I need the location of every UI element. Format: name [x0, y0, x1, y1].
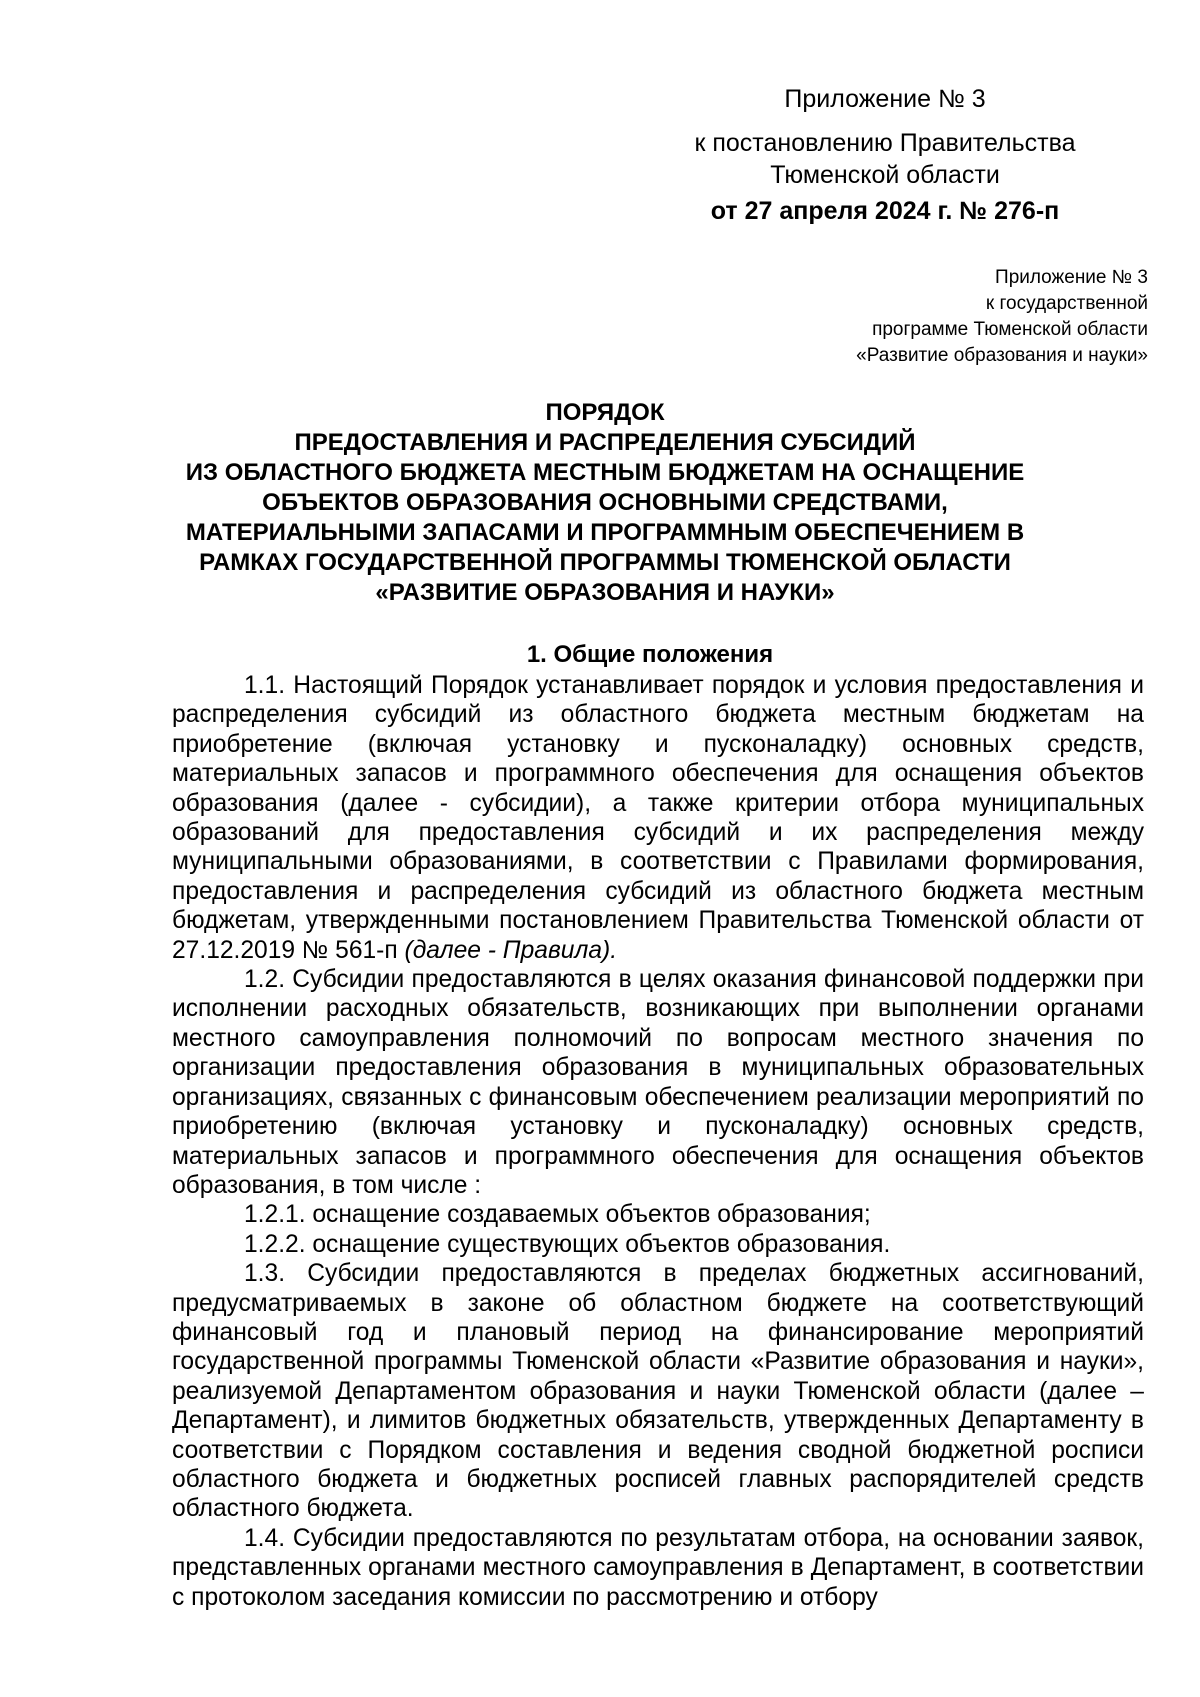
section-body	[172, 671, 1144, 1612]
header-to-decree: к постановлению Правительства	[694, 129, 1076, 157]
appendix-program-line: к государственной	[985, 293, 1148, 314]
paragraph-1-2-2: 1.2.2. оснащение существующих объектов образования.	[244, 1230, 891, 1258]
title-line: МАТЕРИАЛЬНЫМИ ЗАПАСАМИ И ПРОГРАММНЫМ ОБЕСПЕЧЕНИЕМ В	[185, 519, 1025, 546]
title-line: РАМКАХ ГОСУДАРСТВЕННОЙ ПРОГРАММЫ ТЮМЕНСКОЙ ОБЛАСТИ	[199, 549, 1011, 576]
title-line: ОБЪЕКТОВ ОБРАЗОВАНИЯ ОСНОВНЫМИ СРЕДСТВАМИ,	[262, 489, 948, 516]
header-appendix: Приложение № 3	[784, 85, 986, 113]
title-line: ИЗ ОБЛАСТНОГО БЮДЖЕТА МЕСТНЫМ БЮДЖЕТАМ НА ОСНАЩЕНИЕ	[185, 459, 1025, 486]
section-heading: 1. Общие положения	[526, 641, 774, 668]
appendix-program-line: программе Тюменской области	[872, 319, 1148, 340]
paragraph-1-2: 1.2. Субсидии предоставляются в целях оказания финансовой поддержки при исполнении расходных обязательств, возникающих при выполнении органами местного самоуправления полномочий по вопросам местного значения по организации предоставления образования в муниципальных образовательных организациях, связанных с финансовым обеспечением реализации мероприятий по приобретению (включая установку и пусконаладку) основных средств, материальных запасов и программного обеспечения для оснащения объектов образования, в том числе :	[172, 966, 1144, 1199]
document-title	[140, 398, 1070, 608]
paragraph-1-1-text: 1.1. Настоящий Порядок устанавливает порядок и условия предоставления и распределения субсидий из областного бюджета местным бюджетам на приобретение (включая установку и пусконаладку) основных средств, материальных запасов и программного обеспечения для оснащения объектов образования (далее - субсидии), а также критерии отбора муниципальных образований для предоставления субсидий и их распределения между муниципальными образованиями, в соответствии с Правилами формирования, предоставления и распределения субсидий из областного бюджета местным бюджетам, утвержденными постановлением Правительства Тюменской области от 27.12.2019 № 561-п	[172, 672, 1144, 964]
paragraph-1-3: 1.3. Субсидии предоставляются в пределах бюджетных ассигнований, предусматриваемых в законе об областном бюджете на соответствующий финансовый год и плановый период на финансирование мероприятий государственной программы Тюменской области «Развитие образования и науки», реализуемой Департаментом образования и науки Тюменской области (далее – Департамент), и лимитов бюджетных обязательств, утвержденных Департаменту в соответствии с Порядком составления и ведения сводной бюджетной росписи областного бюджета и бюджетных росписей главных распорядителей средств областного бюджета.	[172, 1260, 1144, 1523]
title-line: «РАЗВИТИЕ ОБРАЗОВАНИЯ И НАУКИ»	[375, 579, 835, 606]
appendix-program-line: Приложение № 3	[995, 267, 1148, 288]
paragraph-1-2-1: 1.2.1. оснащение создаваемых объектов образования;	[244, 1201, 871, 1229]
title-line: ПОРЯДОК	[545, 399, 665, 426]
paragraph-1-4: 1.4. Субсидии предоставляются по результатам отбора, на основании заявок, представленных органами местного самоуправления в Департамент, в соответствии с протоколом заседания комиссии по рассмотрению и отбору	[172, 1524, 1144, 1611]
paragraph-1-1-italic: (далее - Правила).	[404, 936, 618, 964]
header-date-number: от 27 апреля 2024 г. № 276-п	[710, 197, 1060, 225]
appendix-program-block	[728, 265, 1148, 369]
paragraph-1-1	[172, 671, 1144, 965]
appendix-program-line: «Развитие образования и науки»	[856, 345, 1148, 366]
header-region: Тюменской области	[770, 161, 1000, 189]
title-line: ПРЕДОСТАВЛЕНИЯ И РАСПРЕДЕЛЕНИЯ СУБСИДИЙ	[294, 429, 916, 456]
